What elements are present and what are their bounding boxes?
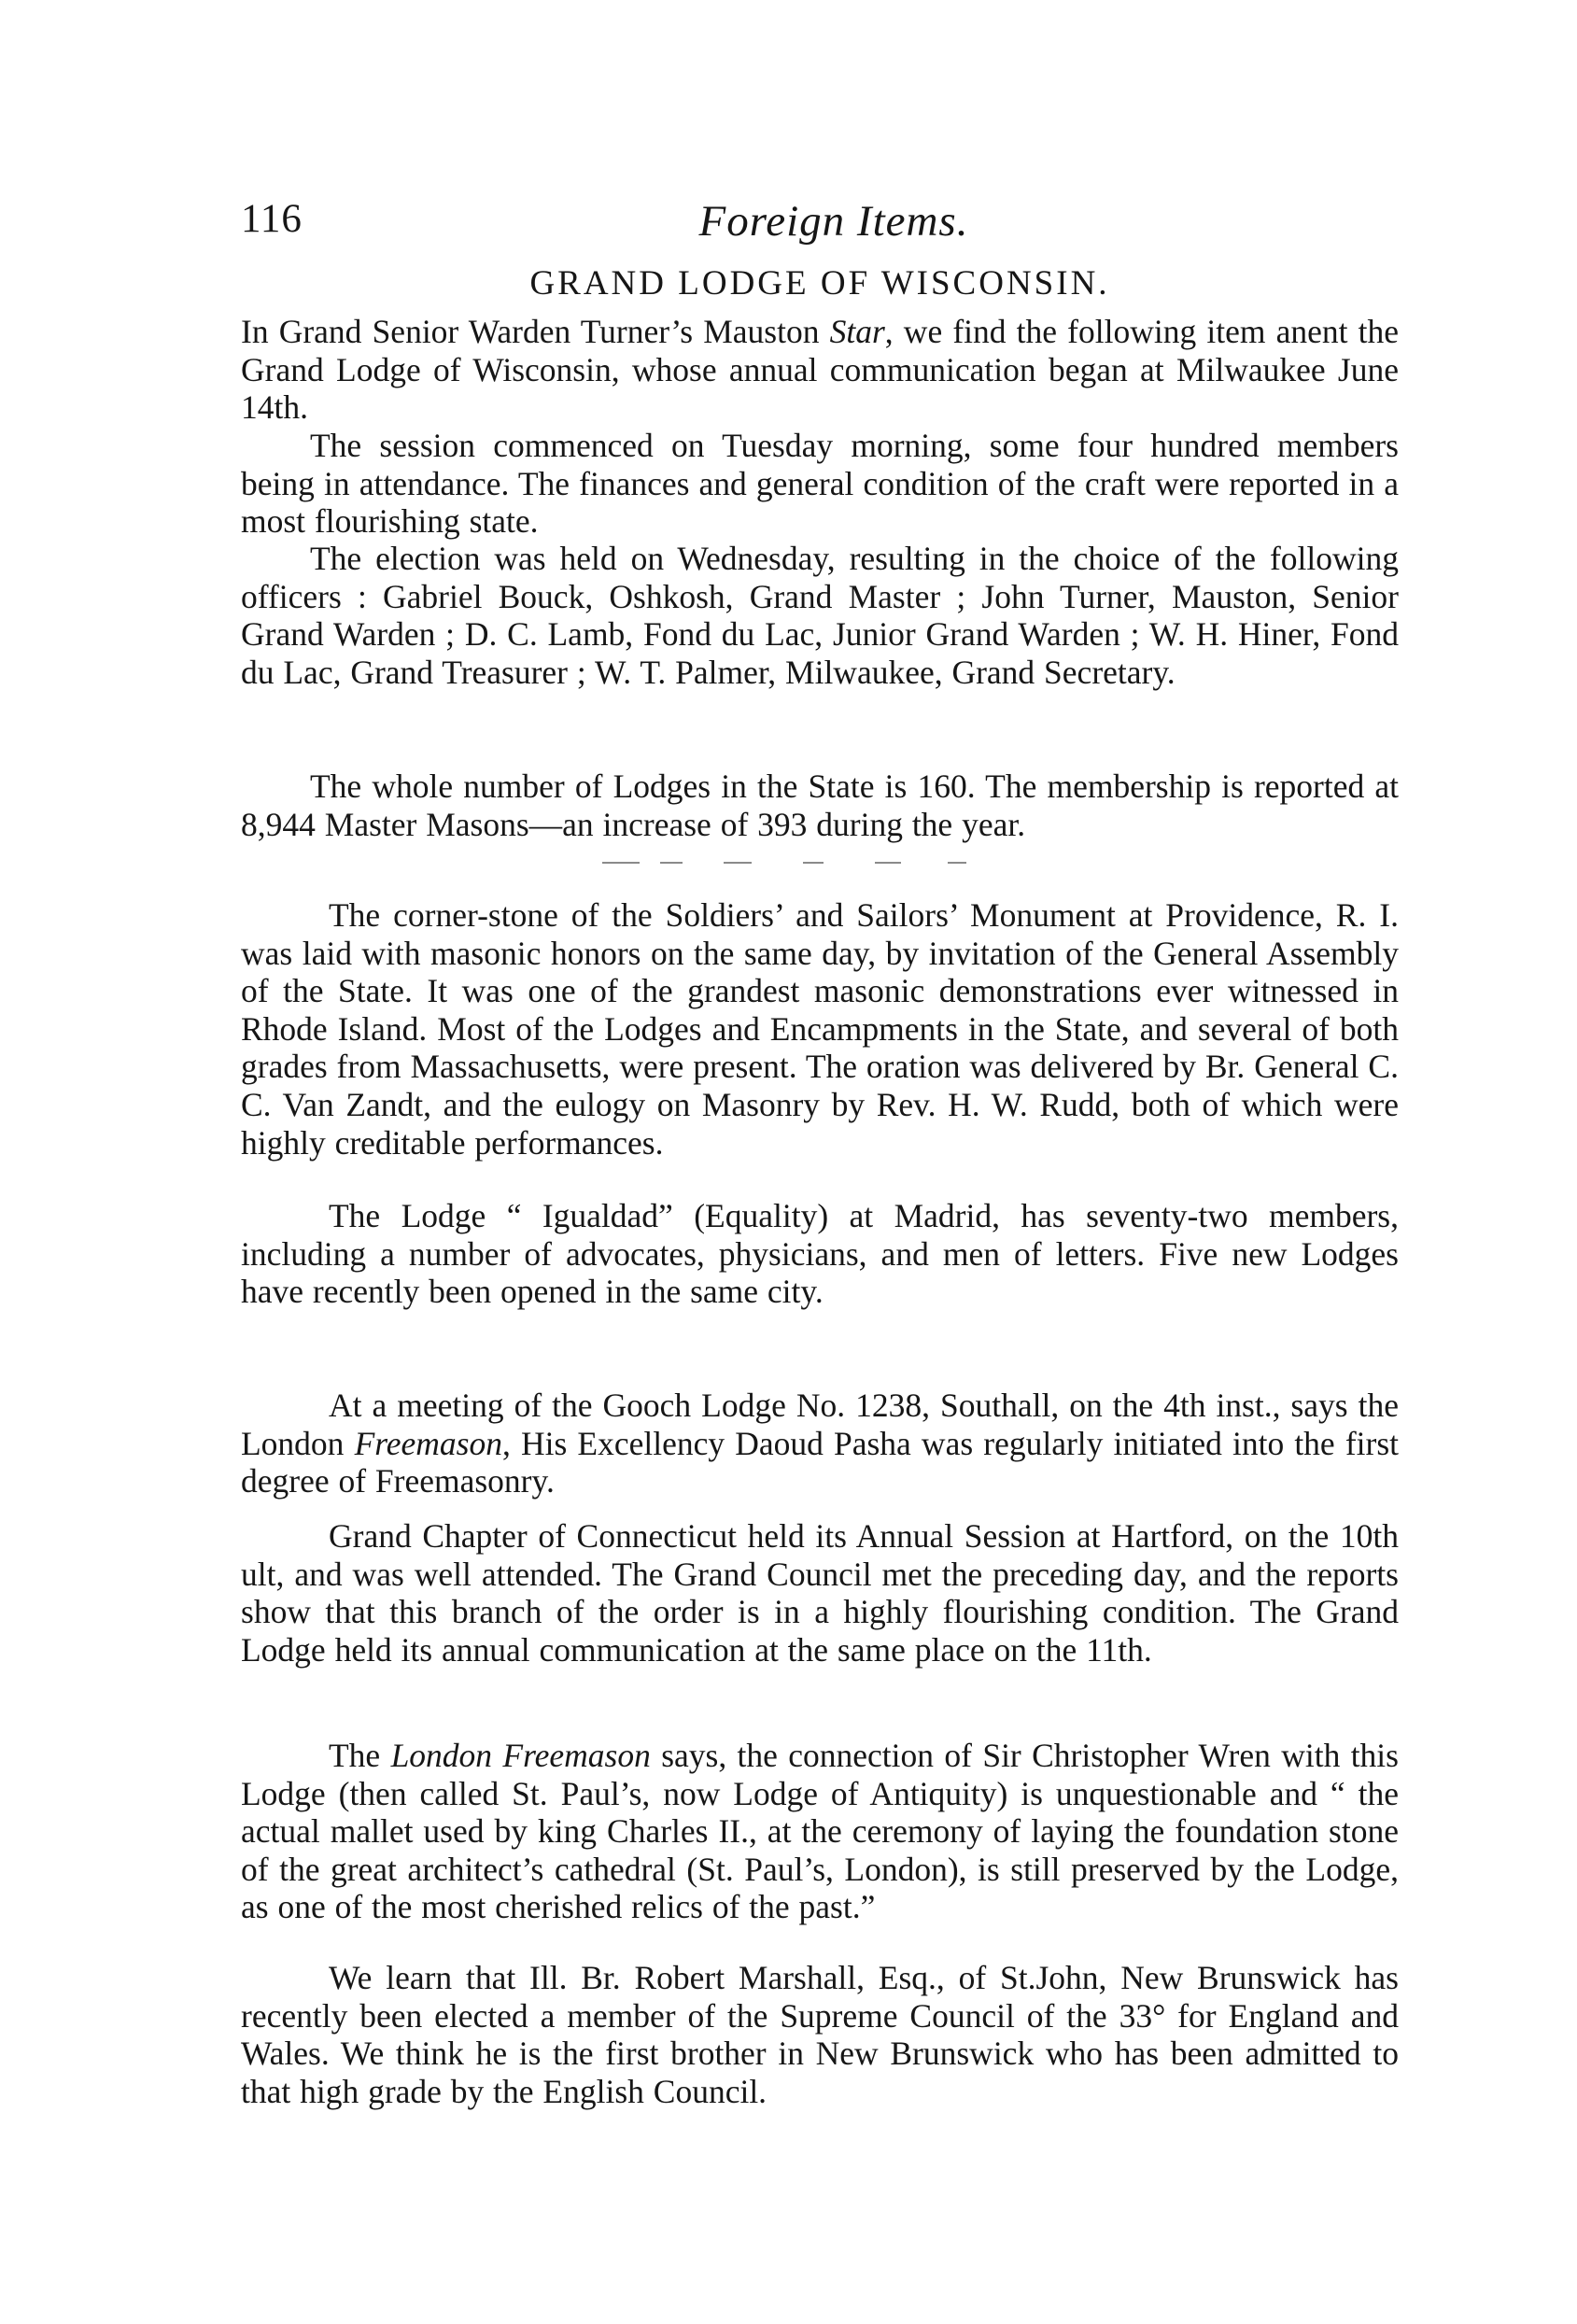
item-grand-chapter-connecticut: Grand Chapter of Connecticut held its Annual Session at Hartford, on the 10th ult, and was well attended. The Grand Council met the preceding day, and the reports show that this branch of the order is in a highly flourishing condition. The Grand Lodge held its annual communication at the same place on the 11th. xyxy=(241,1517,1399,1669)
paragraph-text: says, the connection of Sir Christopher Wren with this Lodge (then called St. Paul’s, now Lodge of Antiquity) is unquestionable and “ the actual mallet used by king Charles II., at the ceremony of laying the foundation stone of the great architect’s cathedral (St. Paul’s, London), is still preserved by the Lodge, as one of the most cherished relics of the past.” xyxy=(241,1737,1399,1926)
running-title: Foreign Items. xyxy=(698,197,969,246)
paragraph-text: In Grand Senior Warden Turner’s Mauston xyxy=(241,313,830,350)
newspaper-title: London Freemason xyxy=(390,1737,651,1774)
section-heading: GRAND LODGE OF WISCONSIN. xyxy=(529,264,1110,303)
section-divider xyxy=(602,862,1069,867)
wisconsin-paragraph-election: The election was held on Wednesday, resulting in the choice of the following officers : Gabriel Bouck, Oshkosh, Grand Master ; John Turner, Mauston, Senior Grand Warden ; D. C. Lamb, Fond du Lac, Junior Grand Warden ; W. H. Hiner, Fond du Lac, Grand Treasurer ; W. T. Palmer, Milwaukee, Grand Secretary. xyxy=(241,540,1399,691)
paragraph-text: The xyxy=(329,1737,391,1774)
wisconsin-paragraph-session: The session commenced on Tuesday morning, some four hundred members being in attendance. The finances and general condition of the craft were reported in a most flourishing state. xyxy=(241,427,1399,541)
newspaper-title: Freemason xyxy=(354,1424,502,1462)
paragraph-text: At a meeting of the Gooch Lodge No. 1238, Southall, on the 4th inst., says the London xyxy=(241,1387,1399,1462)
item-lodge-igualdad: The Lodge “ Igualdad” (Equality) at Madrid, has seventy-two members, including a number of advocates, physicians, and men of letters. Five new Lodges have recently been opened in the same city. xyxy=(241,1197,1399,1311)
item-robert-marshall: We learn that Ill. Br. Robert Marshall, Esq., of St.John, New Brunswick has recently been elected a member of the Supreme Council of the 33° for England and Wales. We think he is the first brother in New Brunswick who has been admitted to that high grade by the English Council. xyxy=(241,1959,1399,2110)
newspaper-title: Star xyxy=(829,313,885,350)
running-head xyxy=(241,196,1399,252)
paragraph-text: , we find the following item anent the Grand Lodge of Wisconsin, whose annual communication began at Milwaukee June 14th. xyxy=(241,313,1399,427)
item-monument-providence: The corner-stone of the Soldiers’ and Sailors’ Monument at Providence, R. I. was laid with masonic honors on the same day, by invitation of the General Assembly of the State. It was one of the grandest masonic demonstrations ever witnessed in Rhode Island. Most of the Lodges and Encampments in the State, and several of both grades from Massachusetts, were present. The oration was delivered by Br. General C. C. Van Zandt, and the eulogy on Masonry by Rev. H. W. Rudd, both of which were highly creditable performances. xyxy=(241,896,1399,1162)
wisconsin-paragraph-membership: The whole number of Lodges in the State is 160. The membership is reported at 8,944 Master Masons—an increase of 393 during the year. xyxy=(241,768,1399,843)
paragraph-text: , His Excellency Daoud Pasha was regularly initiated into the first degree of Freemasonry. xyxy=(241,1424,1399,1500)
wisconsin-paragraph-intro xyxy=(241,313,1399,427)
page-number: 116 xyxy=(241,197,303,241)
item-christopher-wren xyxy=(241,1737,1399,1926)
item-gooch-lodge xyxy=(241,1387,1399,1500)
